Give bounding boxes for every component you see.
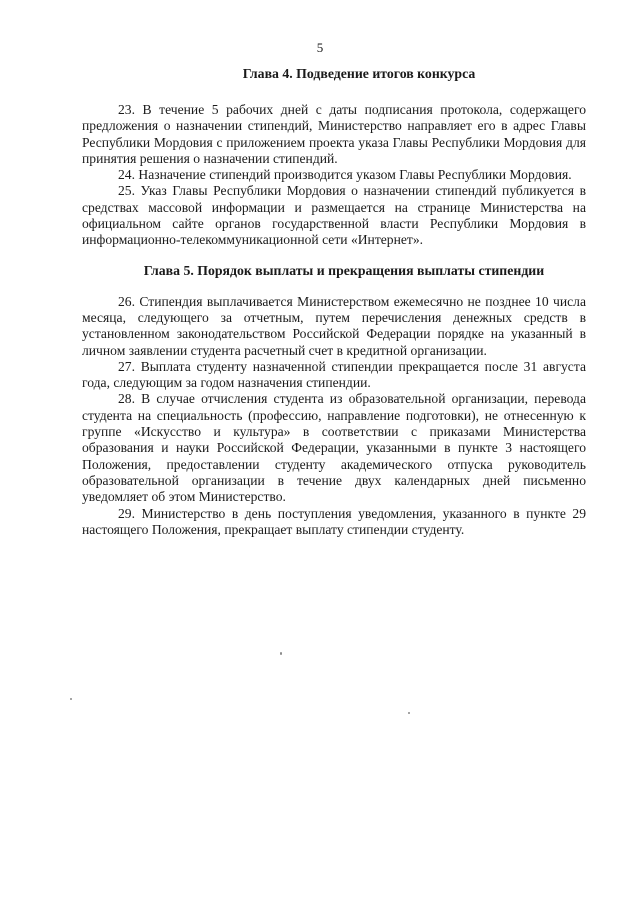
paragraph-29: 29. Министерство в день поступления уведомления, указанного в пункте 29 настоящего Положения, прекращает выплату стипендии студенту. — [82, 505, 586, 537]
chapter-4-title: Глава 4. Подведение итогов конкурса — [242, 66, 476, 81]
page-number: 5 — [316, 40, 324, 55]
scan-speck — [280, 652, 282, 655]
paragraph-23: 23. В течение 5 рабочих дней с даты подписания протокола, содержащего предложения о назначении стипендий, Министерство направляет его в адрес Главы Республики Мордовия с приложением проекта указа Главы Республики Мордовия для принятия решения о назначении стипендий. — [82, 102, 586, 166]
paragraph-27: 27. Выплата студенту назначенной стипендии прекращается после 31 августа года, следующим за годом назначения стипендии. — [82, 358, 586, 391]
paragraph-26: 26. Стипендия выплачивается Министерством ежемесячно не позднее 10 числа месяца, следующего за отчетным, путем перечисления денежных средств в установленном законодательством Российской Федерации порядке на указанный в личном заявлении студента расчетный счет в кредитной организации. — [82, 293, 586, 358]
paragraph-24: 24. Назначение стипендий производится указом Главы Республики Мордовия. — [118, 167, 572, 183]
paragraph-25: 25. Указ Главы Республики Мордовия о назначении стипендий публикуется в средствах массовой информации и размещается на странице Министерства на официальном сайте органов государственной власти Республики Мордовия в информационно-телекоммуникационной сети «Интернет». — [82, 183, 586, 248]
scan-speck — [70, 698, 72, 700]
scan-speck — [408, 712, 410, 714]
paragraph-28: 28. В случае отчисления студента из образовательной организации, перевода студента на специальность (профессию, направление подготовки), не отнесенную к группе «Искусство и культура» в соответствии с приказами Министерства образования и науки Российской Федерации, указанными в пункте 3 настоящего Положения, предоставлении студенту академического отпуска руководитель образовательной организации в течение двух календарных дней письменно уведомляет об этом Министерство. — [82, 391, 586, 505]
chapter-5-title: Глава 5. Порядок выплаты и прекращения выплаты стипендии — [143, 262, 545, 278]
document-body — [82, 66, 586, 538]
